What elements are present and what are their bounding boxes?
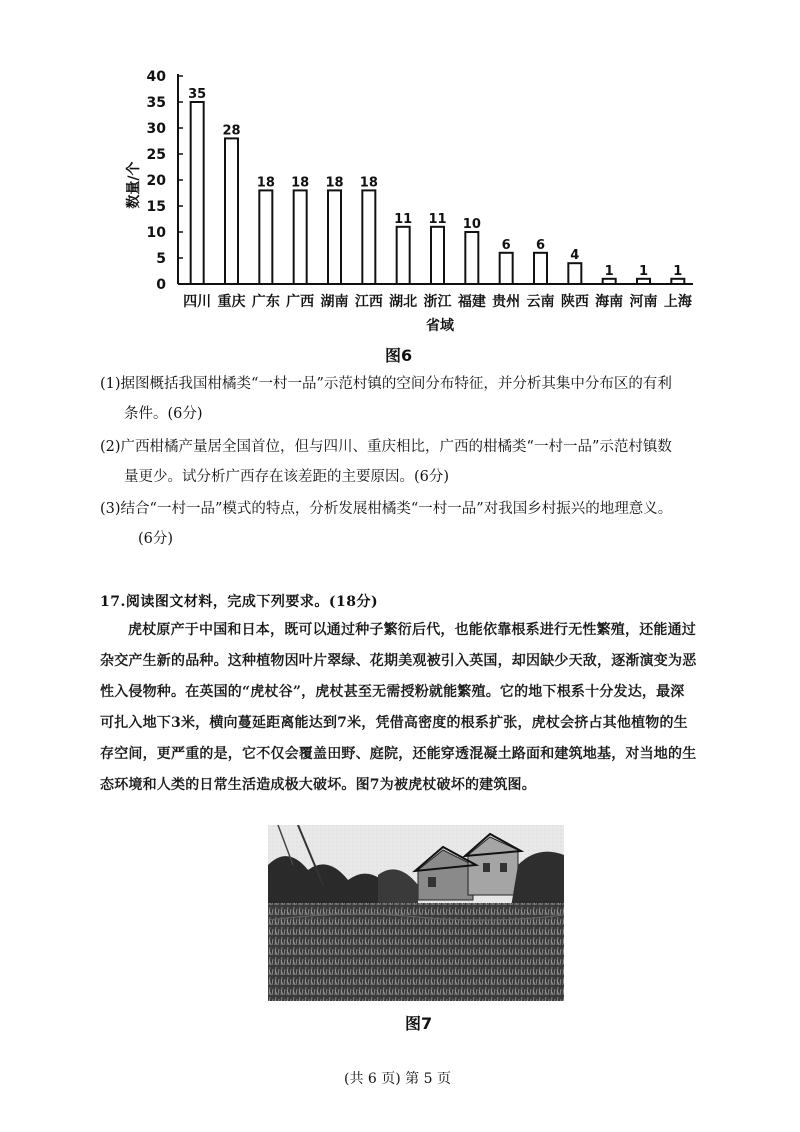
figure-7-caption: 图7 — [405, 1014, 433, 1033]
x-category-label: 湖北 — [389, 294, 418, 310]
bar-value-label: 28 — [222, 123, 241, 139]
x-category-label: 重庆 — [217, 294, 246, 310]
y-tick-label: 15 — [146, 199, 166, 215]
x-axis-label: 省域 — [426, 318, 454, 334]
bar-value-label: 18 — [359, 175, 378, 191]
y-tick-label: 0 — [156, 277, 166, 293]
x-category-label: 广西 — [286, 294, 315, 310]
bar — [362, 190, 375, 284]
bar — [500, 253, 513, 284]
y-tick-label: 20 — [146, 173, 166, 189]
damaged-building-image — [268, 825, 564, 1001]
y-axis-label: 数量/个 — [126, 161, 142, 209]
x-axis — [178, 284, 693, 310]
figure-6-caption: 图6 — [385, 346, 413, 365]
question-line: 条件。(6分) — [124, 406, 203, 422]
question-line: (2)广西柑橘产量居全国首位，但与四川、重庆相比，广西的柑橘类“一村一品”示范村镇数 — [100, 439, 672, 455]
material-line: 虎杖原产于中国和日本，既可以通过种子繁衍后代，也能依靠根系进行无性繁殖，还能通过 — [128, 622, 696, 638]
bar — [191, 102, 204, 284]
y-tick-label: 30 — [146, 121, 166, 137]
material-line: 可扎入地下3米，横向蔓延距离能达到7米，凭借高密度的根系扩张，虎杖会挤占其他植物的生 — [100, 715, 688, 731]
bar — [431, 227, 444, 284]
y-tick-label: 10 — [146, 225, 166, 241]
bar — [225, 138, 238, 284]
x-category-label: 陕西 — [560, 294, 589, 310]
bar-value-label: 10 — [462, 217, 481, 232]
bars — [188, 87, 684, 284]
question-16-part-1 — [100, 374, 740, 424]
bar-value-label: 1 — [604, 263, 614, 279]
bar-value-label: 11 — [394, 211, 413, 227]
question-line: (3)结合“一村一品”模式的特点，分析发展柑橘类“一村一品”对我国乡村振兴的地理意义。 — [100, 501, 673, 517]
bar — [465, 232, 478, 284]
x-category-label: 广东 — [251, 294, 280, 310]
bar — [568, 263, 581, 284]
bar — [328, 190, 341, 284]
x-category-label: 云南 — [526, 294, 555, 310]
question-16-part-3 — [100, 499, 740, 549]
bar — [259, 190, 272, 284]
y-axis — [147, 69, 183, 293]
question-line: 量更少。试分析广西存在该差距的主要原因。(6分) — [124, 469, 450, 485]
bar — [397, 227, 410, 284]
bar-value-label: 11 — [428, 211, 447, 227]
bar-value-label: 1 — [673, 263, 683, 279]
bar-value-label: 4 — [570, 248, 580, 264]
material-line: 性入侵物种。在英国的“虎杖谷”，虎杖甚至无需授粉就能繁殖。它的地下根系十分发达，最深 — [100, 684, 685, 700]
bar — [534, 253, 547, 284]
material-line: 存空间，更严重的是，它不仅会覆盖田野、庭院，还能穿透混凝土路面和建筑地基，对当地的生 — [100, 746, 697, 762]
y-tick-label: 25 — [146, 147, 166, 163]
x-category-label: 上海 — [663, 294, 692, 310]
x-category-label: 福建 — [457, 294, 486, 310]
y-tick-label: 35 — [146, 95, 166, 111]
x-category-label: 四川 — [183, 294, 212, 310]
bar-chart — [0, 0, 800, 345]
x-category-label: 贵州 — [492, 294, 521, 310]
bar-value-label: 18 — [325, 175, 344, 191]
bar — [294, 190, 307, 284]
x-category-label: 河南 — [629, 294, 658, 310]
y-tick-label: 5 — [156, 251, 166, 267]
material-line: 杂交产生新的品种。这种植物因叶片翠绿、花期美观被引入英国，却因缺少天敌，逐渐演变为恶 — [100, 653, 697, 669]
bar-value-label: 6 — [535, 237, 546, 253]
bar-value-label: 18 — [291, 175, 310, 191]
question-17-heading: 17.阅读图文材料，完成下列要求。(18分) — [100, 594, 379, 610]
material-line: 态环境和人类的日常生活造成极大破坏。图7为被虎杖破坏的建筑图。 — [100, 777, 536, 793]
page-footer: (共 6 页) 第 5 页 — [344, 1071, 451, 1087]
question-17-material — [100, 615, 742, 801]
x-category-label: 浙江 — [423, 294, 452, 310]
question-line: (1)据图概括我国柑橘类“一村一品”示范村镇的空间分布特征，并分析其集中分布区的有利 — [100, 376, 672, 392]
x-category-label: 江西 — [354, 294, 383, 310]
bar-value-label: 18 — [256, 175, 275, 191]
figure-7-photo — [268, 825, 564, 1001]
question-line: (6分) — [138, 531, 174, 547]
x-category-label: 海南 — [595, 294, 624, 310]
x-category-label: 湖南 — [320, 294, 349, 310]
question-16-part-2 — [100, 437, 740, 487]
bar-value-label: 1 — [638, 263, 649, 279]
bar-value-label: 6 — [501, 237, 511, 253]
y-tick-label: 40 — [146, 69, 166, 85]
bar-value-label: 35 — [188, 87, 207, 102]
